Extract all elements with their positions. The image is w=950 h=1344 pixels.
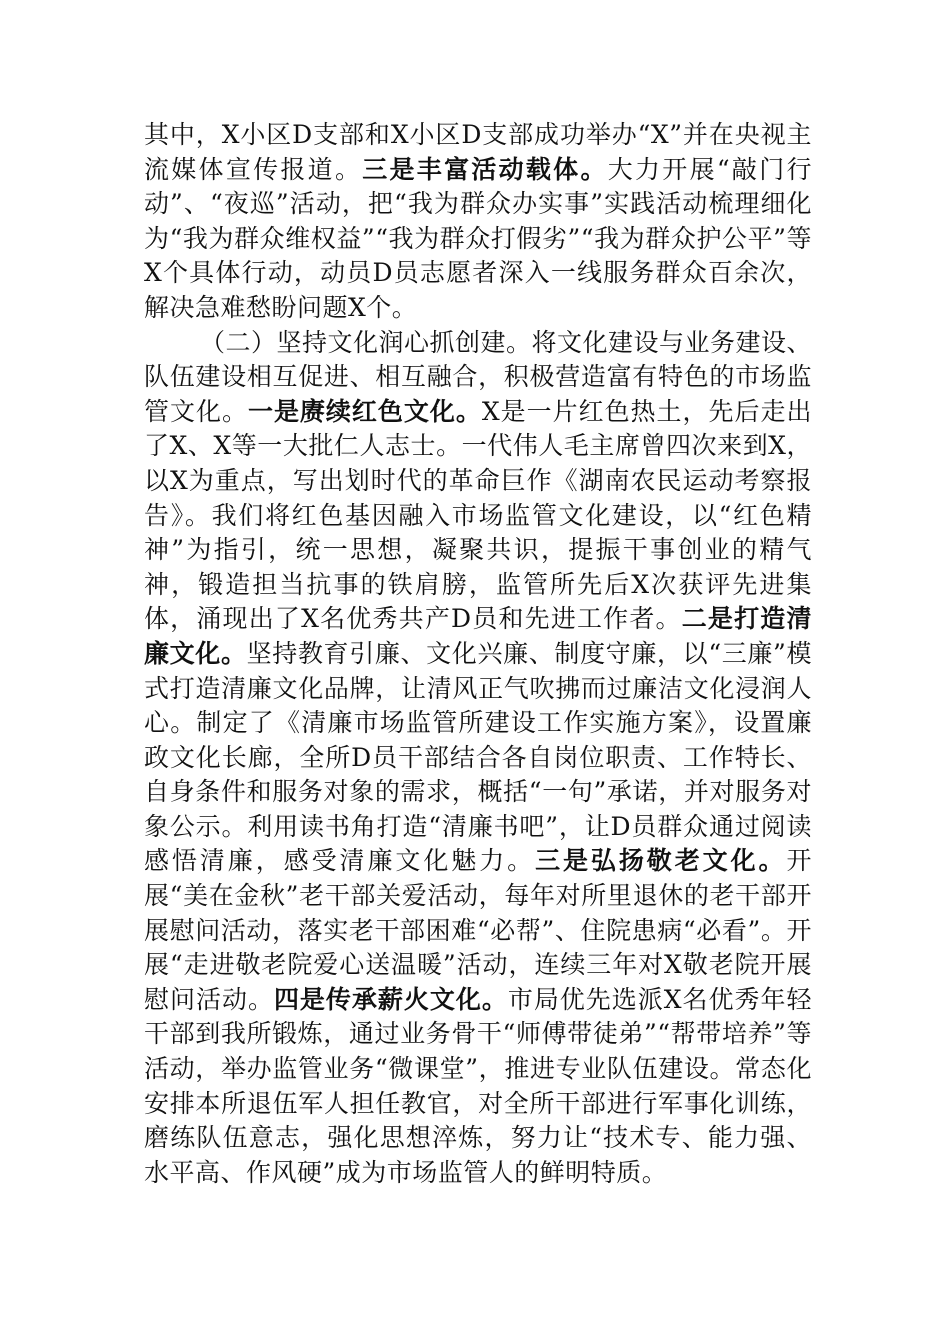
- paragraph-culture: [144, 326, 812, 1191]
- heading-enrich-activity-carrier: 三是丰富活动载体。: [362, 154, 608, 184]
- red-culture-text: X是一片红色热土，先后走出了X、X等一大批仁人志士。一代伟人毛主席曾四次来到X，以X为重点，写出划时代的革命巨作《湖南农民运动考察报告》。我们将红色基因融入市场监管文化建设，以“红色精神”为指引，统一思想，凝聚共识，提振干事创业的精气神，锻造担当抗事的铁肩膀，监管所先后X次获评先进集体，涌现出了X名优秀共产D员和先进工作者。: [144, 396, 812, 634]
- heading-clean-culture: 二是打造清廉文化。: [144, 604, 812, 668]
- heading-inherit-culture: 四是传承薪火文化。: [273, 984, 508, 1014]
- heading-red-culture: 一是赓续红色文化。: [247, 396, 482, 426]
- respect-elderly-text: 开展“美在金秋”老干部关爱活动，每年对所里退休的老干部开展慰问活动，落实老干部困难“必帮”、住院患病“必看”。开展“走进敬老院爱心送温暖”活动，连续三年对X敬老院开展慰问活动。: [144, 846, 812, 1014]
- heading-respect-elderly-culture: 三是弘扬敬老文化。: [535, 846, 787, 876]
- paragraph-1-text-2: 大力开展“敲门行动”、“夜巡”活动，把“我为群众办实事”实践活动梳理细化为“我为群众维权益”“我为群众打假劣”“我为群众护公平”等X个具体行动，动员D员志愿者深入一线服务群众百余次，解决急难愁盼问题X个。: [144, 154, 812, 322]
- paragraph-activities: [144, 118, 812, 326]
- paragraph-1-text-1: 其中，X小区D支部和X小区D支部成功举办“X”并在央视主流媒体宣传报道。: [144, 120, 812, 184]
- document-page: [144, 118, 812, 1190]
- section-2-intro: （二）坚持文化润心抓创建。将文化建设与业务建设、队伍建设相互促进、相互融合，积极营造富有特色的市场监管文化。: [144, 327, 813, 426]
- inherit-culture-text: 市局优先选派X名优秀年轻干部到我所锻炼，通过业务骨干“师傅带徒弟”“帮带培养”等活动，举办监管业务“微课堂”，推进专业队伍建设。常态化安排本所退伍军人担任教官，对全所干部进行军事化训练，磨练队伍意志，强化思想淬炼，努力让“技术专、能力强、水平高、作风硬”成为市场监管人的鲜明特质。: [144, 984, 812, 1187]
- clean-culture-text: 坚持教育引廉、文化兴廉、制度守廉，以“三廉”模式打造清廉文化品牌，让清风正气吹拂而过廉洁文化浸润人心。制定了《清廉市场监管所建设工作实施方案》，设置廉政文化长廊，全所D员干部结合各自岗位职责、工作特长、自身条件和服务对象的需求，概括“一句”承诺，并对服务对象公示。利用读书角打造“清廉书吧”，让D员群众通过阅读感悟清廉，感受清廉文化魅力。: [144, 638, 812, 876]
